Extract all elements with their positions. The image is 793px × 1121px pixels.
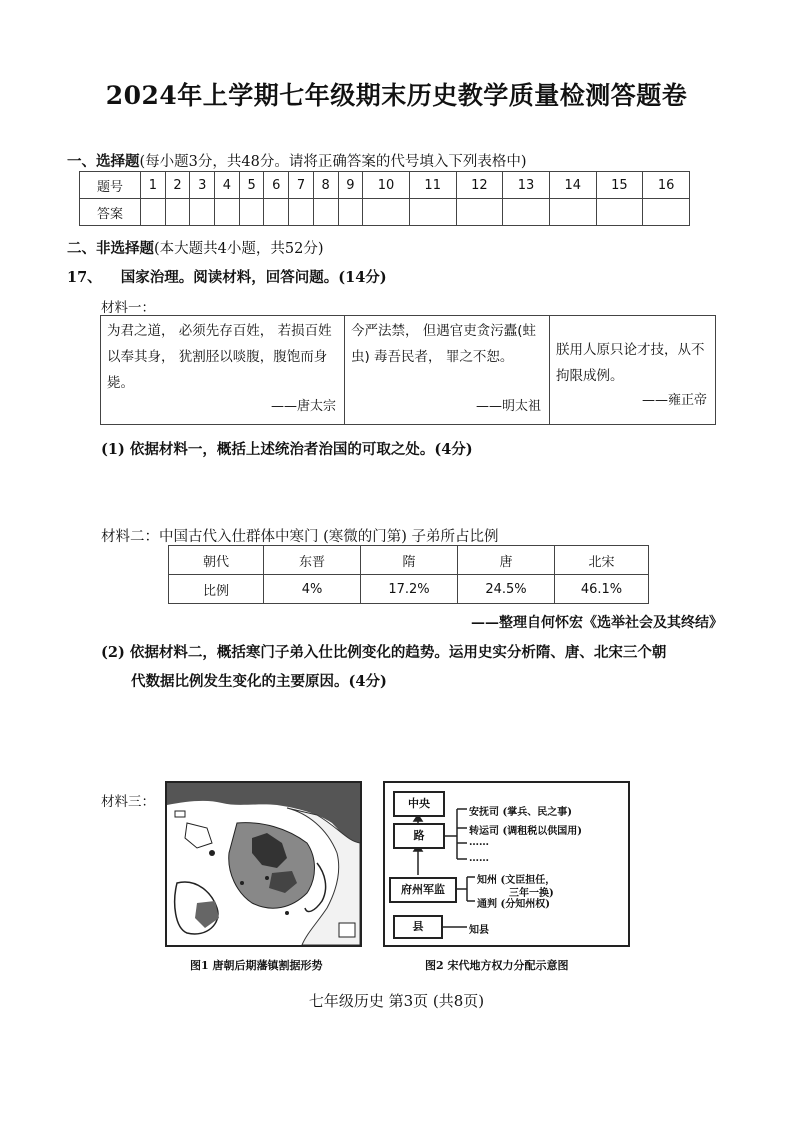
box-central: 中央 <box>393 791 445 817</box>
table-header: 唐 <box>458 546 555 575</box>
answer-cell[interactable] <box>289 199 314 226</box>
answer-cell[interactable] <box>456 199 503 226</box>
label-zhizhou: 知州 (文臣担任， <box>477 875 556 886</box>
q17-number: 17、 <box>67 269 102 286</box>
box-lu: 路 <box>393 823 445 849</box>
row-label-answer: 答案 <box>80 199 141 226</box>
box-xian: 县 <box>393 915 443 939</box>
quote-source: ——明太祖 <box>475 399 541 414</box>
question-number: 13 <box>503 172 550 199</box>
sub-question-2-line2: 代数据比例发生变化的主要原因。(4分) <box>131 673 387 690</box>
answer-cell[interactable] <box>190 199 215 226</box>
quote-text: 朕用人原只论才技，从不拘限成例。 <box>556 342 705 384</box>
material3-label: 材料三： <box>101 794 155 810</box>
question-number: 1 <box>141 172 166 199</box>
question-number: 9 <box>338 172 363 199</box>
row-label-number: 题号 <box>80 172 141 199</box>
question-number: 8 <box>313 172 338 199</box>
question-number: 11 <box>409 172 456 199</box>
page-title: 2024年上学期七年级期末历史教学质量检测答题卷 <box>105 81 688 110</box>
table-cell: 17.2% <box>361 575 458 604</box>
sub-question-2-line1: (2) 依据材料二，概括寒门子弟入仕比例变化的趋势。运用史实分析隋、唐、北宋三个朝 <box>101 644 667 661</box>
material2-header-row <box>169 546 649 575</box>
answer-cell[interactable] <box>503 199 550 226</box>
fig1-map <box>165 781 362 947</box>
answer-cell[interactable] <box>363 199 410 226</box>
question-number: 5 <box>239 172 264 199</box>
question-number: 15 <box>596 172 643 199</box>
label-zhuanyunsi: 转运司 (调租税以供国用) <box>469 826 582 837</box>
question-number: 12 <box>456 172 503 199</box>
question-number: 7 <box>289 172 314 199</box>
q17-heading <box>67 266 387 287</box>
question-number: 14 <box>549 172 596 199</box>
section2-heading <box>67 237 324 258</box>
fig1-caption: 图1 唐朝后期藩镇割据形势 <box>190 959 323 972</box>
q17-text: 国家治理。阅读材料，回答问题。(14分) <box>120 269 387 286</box>
material2-label: 材料二：中国古代入仕群体中寒门 (寒微的门第) 子弟所占比例 <box>101 529 499 545</box>
section2-note: (本大题共4小题，共52分) <box>154 241 324 257</box>
section1-heading <box>67 150 527 171</box>
quote-text: 为君之道， 必须先存百姓， 若损百姓以奉其身， 犹割胫以啖腹，腹饱而身毙。 <box>107 323 332 391</box>
quote-source: ——唐太宗 <box>270 399 336 414</box>
table-header: 朝代 <box>169 546 264 575</box>
fig2-diagram <box>383 781 630 947</box>
answer-cell[interactable] <box>313 199 338 226</box>
question-number: 16 <box>643 172 690 199</box>
question-number: 2 <box>165 172 190 199</box>
question-number: 3 <box>190 172 215 199</box>
answer-cell[interactable] <box>596 199 643 226</box>
label-zhizhou-term: 三年一换) <box>509 888 554 899</box>
quote-source: ——雍正帝 <box>641 393 707 408</box>
answer-table <box>79 171 690 226</box>
fig2-caption: 图2 宋代地方权力分配示意图 <box>425 959 569 972</box>
answer-cell[interactable] <box>264 199 289 226</box>
material2-data-row <box>169 575 649 604</box>
quote-cell-ming <box>345 316 550 425</box>
label-ellipsis: …… <box>469 853 489 864</box>
label-ellipsis: …… <box>469 837 489 848</box>
material1-label: 材料一： <box>101 300 155 316</box>
table-header: 北宋 <box>555 546 649 575</box>
material1-table <box>100 315 716 425</box>
answer-cell[interactable] <box>215 199 240 226</box>
table-cell: 24.5% <box>458 575 555 604</box>
answer-cell[interactable] <box>338 199 363 226</box>
tang-map-image <box>167 783 360 945</box>
section2-label: 二、非选择题 <box>67 240 154 257</box>
table-cell: 比例 <box>169 575 264 604</box>
section1-label: 一、选择题 <box>67 153 140 170</box>
box-fuzhou: 府州军监 <box>389 877 457 903</box>
answer-input-row <box>80 199 690 226</box>
label-tongpan: 通判 (分知州权) <box>477 899 550 910</box>
answer-cell[interactable] <box>549 199 596 226</box>
answer-cell[interactable] <box>409 199 456 226</box>
quote-text: 今严法禁， 但遇官吏贪污蠹(蛀虫) 毒吾民者， 罪之不恕。 <box>351 323 537 365</box>
answer-number-row <box>80 172 690 199</box>
answer-cell[interactable] <box>141 199 166 226</box>
material2-source: ——整理自何怀宏《选举社会及其终结》 <box>471 615 723 631</box>
answer-cell[interactable] <box>165 199 190 226</box>
section1-note: (每小题3分，共48分。请将正确答案的代号填入下列表格中) <box>139 154 527 170</box>
material2-table <box>168 545 649 604</box>
question-number: 4 <box>215 172 240 199</box>
question-number: 6 <box>264 172 289 199</box>
quote-cell-yongzheng <box>550 316 716 425</box>
table-header: 隋 <box>361 546 458 575</box>
answer-cell[interactable] <box>239 199 264 226</box>
quote-cell-tang <box>101 316 345 425</box>
label-zhixian: 知县 <box>469 925 489 936</box>
table-cell: 4% <box>264 575 361 604</box>
page-footer: 七年级历史 第3页 (共8页) <box>308 992 485 1010</box>
question-number: 10 <box>363 172 410 199</box>
label-anfusi: 安抚司 (掌兵、民之事) <box>469 807 572 818</box>
table-header: 东晋 <box>264 546 361 575</box>
table-cell: 46.1% <box>555 575 649 604</box>
sub-question-1: (1) 依据材料一，概括上述统治者治国的可取之处。(4分) <box>101 441 473 458</box>
answer-cell[interactable] <box>643 199 690 226</box>
